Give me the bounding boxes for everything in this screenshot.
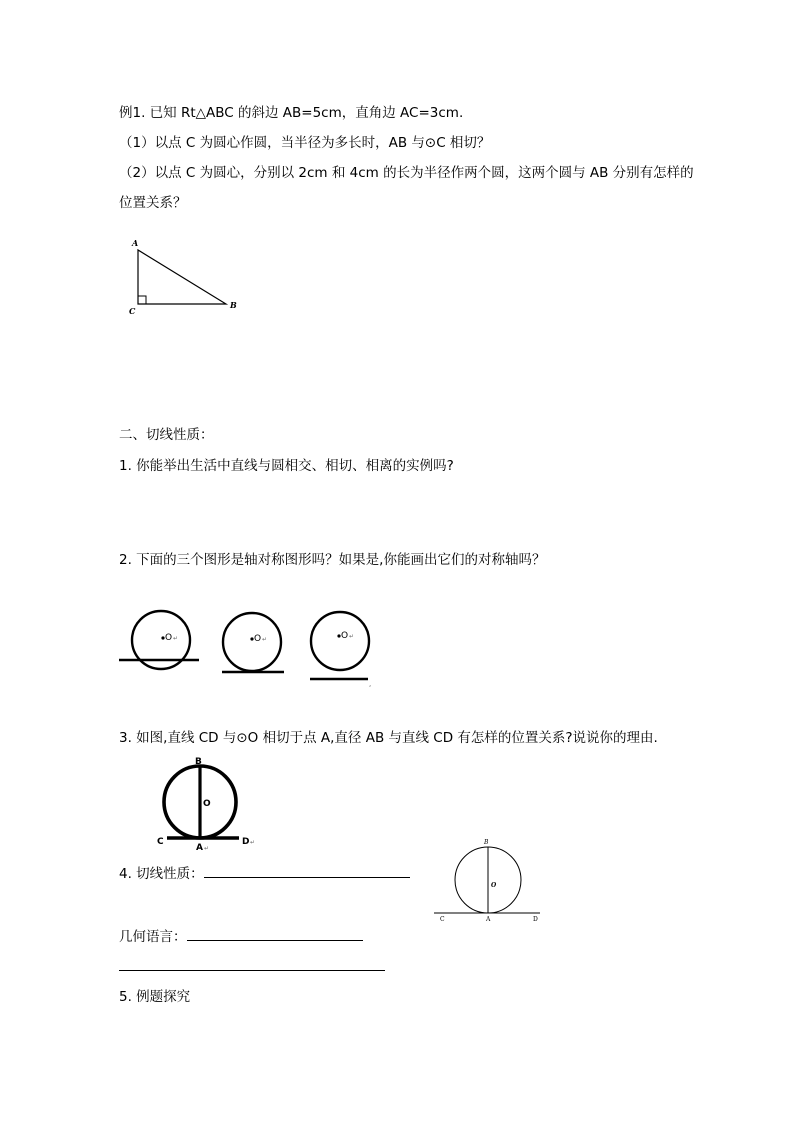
example1-question2-line1: （2）以点 C 为圆心，分别以 2cm 和 4cm 的长为半径作两个圆，这两个圆与 AB 分别有怎样的 bbox=[119, 165, 694, 181]
label-o: O bbox=[203, 799, 211, 809]
example1-question2-line2: 位置关系？ bbox=[119, 195, 187, 211]
label-b-small: B bbox=[484, 839, 489, 846]
return-mark-1: ↵ bbox=[173, 635, 179, 642]
section2-heading: 二、切线性质： bbox=[119, 427, 214, 443]
item4-label: 4. 切线性质： bbox=[119, 866, 204, 882]
label-c: C bbox=[157, 837, 164, 847]
return-mark-2: ↵ bbox=[262, 636, 268, 643]
section2-item4 bbox=[119, 863, 410, 883]
label-b: B bbox=[195, 757, 202, 767]
center-label-3: O bbox=[341, 631, 349, 641]
center-label-1: O bbox=[165, 633, 173, 643]
label-c-small: C bbox=[440, 916, 445, 922]
label-c: C bbox=[129, 306, 136, 316]
triangle-abc-figure bbox=[126, 234, 246, 318]
return-mark-d: ↵ bbox=[250, 839, 256, 846]
geometry-language-label: 几何语言： bbox=[119, 929, 187, 945]
label-d-small: D bbox=[533, 916, 538, 922]
tangent-diameter-figure bbox=[150, 756, 262, 854]
label-a: A bbox=[132, 238, 139, 248]
return-mark-a: ↵ bbox=[204, 845, 210, 852]
label-d: D bbox=[242, 837, 250, 847]
stray-mark: , bbox=[369, 680, 372, 688]
label-a: A bbox=[196, 843, 203, 853]
label-o-small: O bbox=[491, 882, 497, 889]
section2-item3: 3. 如图,直线 CD 与⊙O 相切于点 A,直径 AB 与直线 CD 有怎样的位置关系?说说你的理由. bbox=[119, 730, 658, 746]
section2-item2: 2. 下面的三个图形是轴对称图形吗？如果是,你能画出它们的对称轴吗？ bbox=[119, 552, 546, 568]
tangent-property-figure bbox=[432, 836, 544, 922]
section2-item1: 1. 你能举出生活中直线与圆相交、相切、相离的实例吗? bbox=[119, 458, 454, 474]
geometry-answer-blank-2[interactable] bbox=[119, 970, 385, 971]
example1-question1: （1）以点 C 为圆心作圆，当半径为多长时，AB 与⊙C 相切？ bbox=[119, 135, 491, 151]
section2-item5: 5. 例题探究 bbox=[119, 989, 191, 1005]
right-angle-mark bbox=[138, 296, 146, 304]
item4-answer-blank[interactable] bbox=[204, 863, 410, 878]
circle-separate bbox=[311, 612, 369, 670]
return-mark-3: ↵ bbox=[349, 633, 355, 640]
center-label-2: O bbox=[254, 634, 262, 644]
geometry-language-line bbox=[119, 926, 363, 946]
example1-title: 例1. 已知 Rt△ABC 的斜边 AB=5cm，直角边 AC=3cm. bbox=[119, 105, 464, 121]
triangle-outline bbox=[138, 250, 226, 304]
circle-tangent bbox=[223, 613, 281, 671]
three-circles-figure bbox=[116, 608, 386, 688]
label-a-small: A bbox=[486, 916, 491, 922]
label-b: B bbox=[230, 300, 237, 310]
geometry-answer-blank[interactable] bbox=[187, 926, 363, 941]
